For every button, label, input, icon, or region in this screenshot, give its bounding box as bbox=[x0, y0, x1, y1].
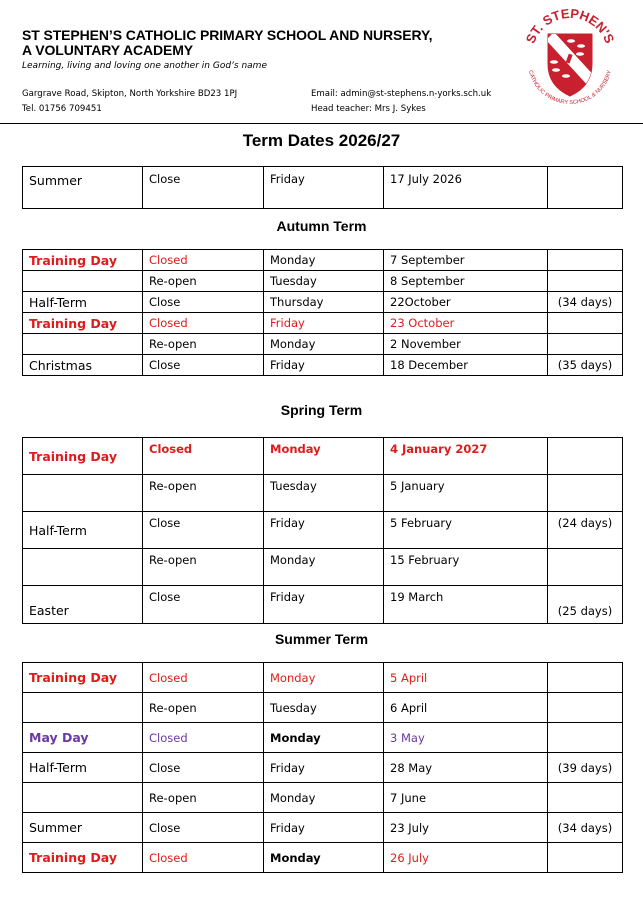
spring-term-table bbox=[22, 437, 623, 624]
row-days bbox=[548, 475, 623, 512]
row-label bbox=[23, 334, 143, 355]
table-row bbox=[23, 313, 623, 334]
row-day: Monday bbox=[264, 663, 384, 693]
row-day: Monday bbox=[264, 843, 384, 873]
row-action: Re-open bbox=[143, 334, 264, 355]
row-days: (34 days) bbox=[548, 292, 623, 313]
school-logo bbox=[518, 4, 622, 110]
table-row bbox=[23, 783, 623, 813]
row-action: Close bbox=[143, 586, 264, 624]
row-days bbox=[548, 438, 623, 475]
row-day: Tuesday bbox=[264, 271, 384, 292]
row-date: 6 April bbox=[384, 693, 548, 723]
head-teacher: Head teacher: Mrs J. Sykes bbox=[311, 104, 426, 114]
row-days: (25 days) bbox=[548, 586, 623, 624]
row-action: Close bbox=[143, 512, 264, 549]
table-row bbox=[23, 475, 623, 512]
row-date: 26 July bbox=[384, 843, 548, 873]
row-label: Half-Term bbox=[23, 753, 143, 783]
row-date: 2 November bbox=[384, 334, 548, 355]
header-divider bbox=[0, 123, 643, 124]
row-label: Training Day bbox=[23, 663, 143, 693]
row-day: Friday bbox=[264, 753, 384, 783]
school-name-line2: A VOLUNTARY ACADEMY bbox=[22, 42, 194, 58]
row-date: 19 March bbox=[384, 586, 548, 624]
school-name-line1: ST STEPHEN’S CATHOLIC PRIMARY SCHOOL AND NURSERY, bbox=[22, 27, 433, 43]
row-days: (35 days) bbox=[548, 355, 623, 376]
row-action: Close bbox=[143, 813, 264, 843]
section-title-spring: Spring Term bbox=[280, 402, 363, 418]
row-action: Re-open bbox=[143, 549, 264, 586]
row-label: Training Day bbox=[23, 843, 143, 873]
school-email: Email: admin@st-stephens.n-yorks.sch.uk bbox=[311, 89, 492, 99]
school-name bbox=[22, 28, 432, 58]
row-day: Monday bbox=[264, 438, 384, 475]
logo-top-text: ST. STEPHEN'S bbox=[522, 5, 618, 46]
row-days bbox=[548, 167, 623, 209]
row-days bbox=[548, 663, 623, 693]
row-day: Friday bbox=[264, 512, 384, 549]
opening-dates-table bbox=[22, 166, 623, 209]
school-address: Gargrave Road, Skipton, North Yorkshire BD23 1PJ bbox=[22, 89, 238, 99]
section-title-autumn: Autumn Term bbox=[276, 218, 367, 234]
row-day: Friday bbox=[264, 586, 384, 624]
row-label bbox=[23, 271, 143, 292]
contact-email-block bbox=[311, 87, 491, 117]
row-date: 7 June bbox=[384, 783, 548, 813]
contact-address-block bbox=[22, 87, 237, 117]
row-days bbox=[548, 723, 623, 753]
row-label bbox=[23, 783, 143, 813]
row-days: (39 days) bbox=[548, 753, 623, 783]
row-action: Close bbox=[143, 355, 264, 376]
row-day: Tuesday bbox=[264, 693, 384, 723]
row-action: Closed bbox=[143, 313, 264, 334]
table-row bbox=[23, 843, 623, 873]
logo-bottom-text: CATHOLIC PRIMARY SCHOOL & NURSERY bbox=[526, 69, 614, 107]
row-day: Friday bbox=[264, 313, 384, 334]
row-action: Close bbox=[143, 167, 264, 209]
row-day: Monday bbox=[264, 783, 384, 813]
table-row bbox=[23, 292, 623, 313]
row-label: Half-Term bbox=[23, 292, 143, 313]
row-action: Re-open bbox=[143, 693, 264, 723]
table-row bbox=[23, 693, 623, 723]
row-days bbox=[548, 334, 623, 355]
row-label: Summer bbox=[23, 167, 143, 209]
row-date: 23 October bbox=[384, 313, 548, 334]
row-action: Closed bbox=[143, 843, 264, 873]
row-label: Summer bbox=[23, 813, 143, 843]
table-row bbox=[23, 663, 623, 693]
page-title: Term Dates 2026/27 bbox=[242, 131, 401, 150]
row-date: 22October bbox=[384, 292, 548, 313]
row-action: Closed bbox=[143, 663, 264, 693]
row-day: Monday bbox=[264, 250, 384, 271]
row-label: Half-Term bbox=[23, 512, 143, 549]
row-date: 18 December bbox=[384, 355, 548, 376]
table-row bbox=[23, 549, 623, 586]
row-day: Friday bbox=[264, 167, 384, 209]
row-action: Closed bbox=[143, 723, 264, 753]
table-row bbox=[23, 438, 623, 475]
table-row bbox=[23, 723, 623, 753]
row-days: (34 days) bbox=[548, 813, 623, 843]
row-days bbox=[548, 250, 623, 271]
row-label bbox=[23, 693, 143, 723]
row-action: Close bbox=[143, 753, 264, 783]
row-days: (24 days) bbox=[548, 512, 623, 549]
row-label bbox=[23, 475, 143, 512]
row-date: 5 January bbox=[384, 475, 548, 512]
row-action: Closed bbox=[143, 438, 264, 475]
row-days bbox=[548, 693, 623, 723]
autumn-term-table bbox=[22, 249, 623, 376]
row-action: Close bbox=[143, 292, 264, 313]
row-date: 23 July bbox=[384, 813, 548, 843]
row-date: 5 April bbox=[384, 663, 548, 693]
table-row bbox=[23, 753, 623, 783]
row-action: Re-open bbox=[143, 271, 264, 292]
row-date: 4 January 2027 bbox=[384, 438, 548, 475]
school-motto: Learning, living and loving one another in God’s name bbox=[22, 61, 267, 71]
table-row bbox=[23, 586, 623, 624]
row-date: 15 February bbox=[384, 549, 548, 586]
summer-term-table bbox=[22, 662, 623, 873]
row-day: Monday bbox=[264, 549, 384, 586]
row-date: 17 July 2026 bbox=[384, 167, 548, 209]
table-row bbox=[23, 167, 623, 209]
row-day: Monday bbox=[264, 723, 384, 753]
row-days bbox=[548, 549, 623, 586]
table-row bbox=[23, 271, 623, 292]
table-row bbox=[23, 334, 623, 355]
row-day: Monday bbox=[264, 334, 384, 355]
table-row bbox=[23, 250, 623, 271]
section-title-summer: Summer Term bbox=[274, 631, 369, 647]
school-telephone: Tel. 01756 709451 bbox=[22, 104, 102, 114]
row-date: 7 September bbox=[384, 250, 548, 271]
table-row bbox=[23, 512, 623, 549]
row-day: Friday bbox=[264, 813, 384, 843]
row-days bbox=[548, 783, 623, 813]
school-crest-icon bbox=[518, 4, 622, 110]
row-label: Easter bbox=[23, 586, 143, 624]
row-day: Friday bbox=[264, 355, 384, 376]
row-label bbox=[23, 549, 143, 586]
row-days bbox=[548, 271, 623, 292]
row-label: Training Day bbox=[23, 438, 143, 475]
row-label: Christmas bbox=[23, 355, 143, 376]
row-action: Re-open bbox=[143, 475, 264, 512]
row-action: Closed bbox=[143, 250, 264, 271]
row-day: Thursday bbox=[264, 292, 384, 313]
row-action: Re-open bbox=[143, 783, 264, 813]
row-date: 5 February bbox=[384, 512, 548, 549]
row-date: 8 September bbox=[384, 271, 548, 292]
row-label: Training Day bbox=[23, 250, 143, 271]
table-row bbox=[23, 813, 623, 843]
table-row bbox=[23, 355, 623, 376]
row-days bbox=[548, 843, 623, 873]
row-date: 3 May bbox=[384, 723, 548, 753]
row-day: Tuesday bbox=[264, 475, 384, 512]
row-label: May Day bbox=[23, 723, 143, 753]
row-label: Training Day bbox=[23, 313, 143, 334]
row-date: 28 May bbox=[384, 753, 548, 783]
row-days bbox=[548, 313, 623, 334]
